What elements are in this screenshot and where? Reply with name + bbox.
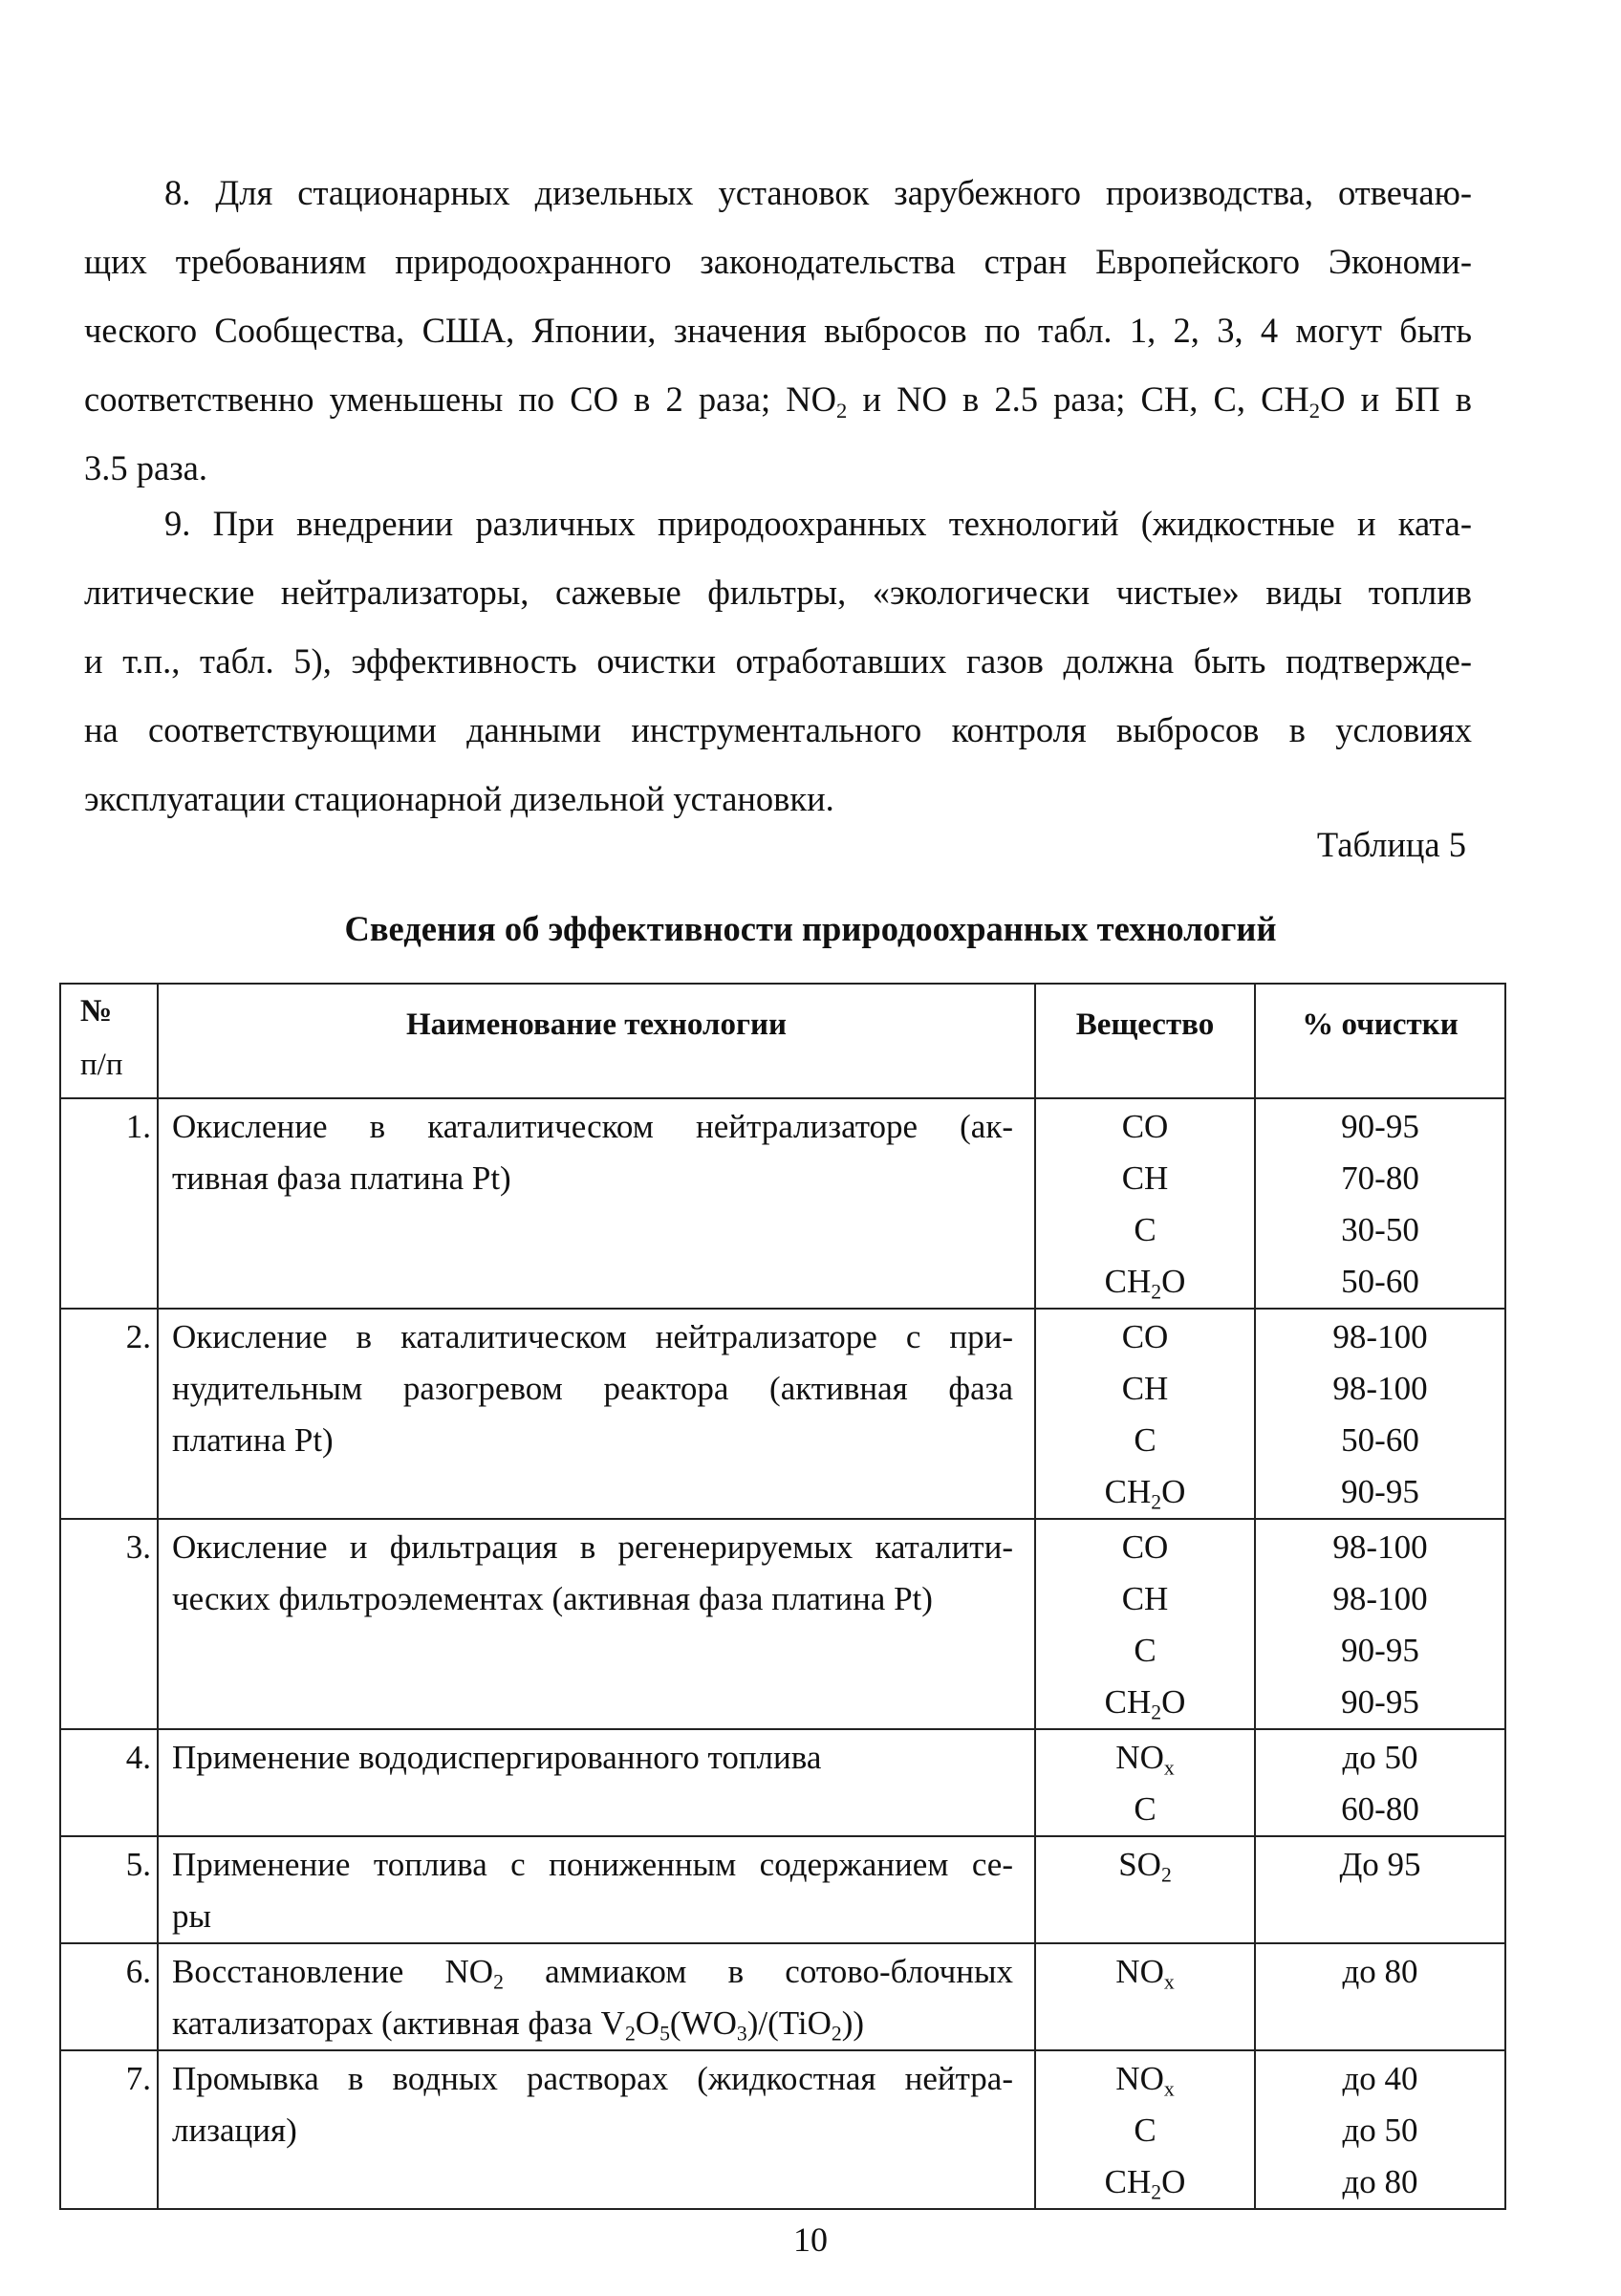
substance: CH bbox=[1121, 1370, 1169, 1407]
technology-name-line: Применение топлива с пониженным содержанием се- bbox=[172, 1846, 1013, 1883]
cleaning-percent: 90-95 bbox=[1341, 1473, 1419, 1510]
substance: $SO_2$ bbox=[1118, 1846, 1172, 1887]
cleaning-percent: 50-60 bbox=[1341, 1421, 1419, 1459]
percent-cell bbox=[1255, 1729, 1505, 1836]
table-label: Таблица 5 bbox=[1316, 825, 1466, 864]
technology-name-line: лизация) bbox=[172, 2112, 297, 2149]
text-line: 3.5 раза. bbox=[84, 448, 207, 487]
row-number: 7. bbox=[60, 2050, 158, 2209]
text-line: щих требованиям природоохранного законодательства стран Европейского Экономи- bbox=[84, 242, 1472, 281]
table-title: Сведения об эффективности природоохранных технологий bbox=[344, 909, 1277, 948]
technology-name-line: Восстановление $NO_2$ аммиаком в сотово-блочных bbox=[172, 1953, 1013, 1994]
substance: C bbox=[1134, 1211, 1156, 1248]
text-line: 9. При внедрении различных природоохранных технологий (жидкостные и ката- bbox=[164, 504, 1472, 543]
paragraph-8 bbox=[84, 159, 1472, 503]
row-number: 2. bbox=[60, 1309, 158, 1519]
technology-name-line: Окисление в каталитическом нейтрализаторе (ак- bbox=[172, 1108, 1013, 1145]
header-percent: % очистки bbox=[1255, 984, 1505, 1098]
technology-name-line: нудительным разогревом реактора (активная фаза bbox=[172, 1370, 1013, 1407]
percent-cell bbox=[1255, 1309, 1505, 1519]
cleaning-percent: 70-80 bbox=[1341, 1159, 1419, 1197]
cleaning-percent: 90-95 bbox=[1341, 1108, 1419, 1145]
technology-name-line: ческих фильтроэлементах (активная фаза платина Pt) bbox=[172, 1580, 933, 1617]
substance: $CH_2O$ bbox=[1104, 1473, 1186, 1514]
technology-name-line: тивная фаза платина Pt) bbox=[172, 1159, 511, 1197]
table-row bbox=[60, 1943, 1505, 2050]
substance: CH bbox=[1121, 1159, 1169, 1197]
text-line: литические нейтрализаторы, сажевые фильтры, «экологически чистые» виды топлив bbox=[84, 573, 1472, 612]
substance: $CH_2O$ bbox=[1104, 2163, 1186, 2204]
percent-cell bbox=[1255, 1519, 1505, 1729]
table-row bbox=[60, 2050, 1505, 2209]
row-number: 6. bbox=[60, 1943, 158, 2050]
technology-name-line: катализаторах (активная фаза $V_2O_5(WO_3)/(TiO_2)$) bbox=[172, 2004, 865, 2046]
technology-name-line: Окисление в каталитическом нейтрализаторе с при- bbox=[172, 1318, 1013, 1355]
technology-name bbox=[158, 1309, 1035, 1519]
technology-name-line: Окисление и фильтрация в регенерируемых каталити- bbox=[172, 1528, 1013, 1566]
substance-cell bbox=[1035, 1309, 1255, 1519]
table-header-row bbox=[60, 984, 1505, 1098]
cleaning-percent: 98-100 bbox=[1332, 1580, 1428, 1617]
substance-cell bbox=[1035, 2050, 1255, 2209]
technology-name-line: Промывка в водных растворах (жидкостная нейтра- bbox=[172, 2060, 1013, 2097]
percent-cell bbox=[1255, 2050, 1505, 2209]
table-row bbox=[60, 1519, 1505, 1729]
cleaning-percent: До 95 bbox=[1339, 1846, 1421, 1883]
table-row bbox=[60, 1098, 1505, 1309]
substance: $CH_2O$ bbox=[1104, 1263, 1186, 1304]
substance: CO bbox=[1121, 1528, 1169, 1566]
substance: C bbox=[1134, 1790, 1156, 1828]
header-name: Наименование технологии bbox=[158, 984, 1035, 1098]
text-line: 8. Для стационарных дизельных установок зарубежного производства, отвечаю- bbox=[164, 173, 1472, 212]
cleaning-percent: до 40 bbox=[1342, 2060, 1418, 2097]
header-substance: Вещество bbox=[1035, 984, 1255, 1098]
text-line: ческого Сообщества, США, Японии, значения выбросов по табл. 1, 2, 3, 4 могут быть bbox=[84, 311, 1472, 350]
text-line: соответственно уменьшены по СО в 2 раза; $NO_2$ и NO в 2.5 раза; CH, C, $CH_2O$ и БП в bbox=[84, 379, 1472, 422]
substance: CO bbox=[1121, 1108, 1169, 1145]
percent-cell bbox=[1255, 1098, 1505, 1309]
substance-cell bbox=[1035, 1098, 1255, 1309]
cleaning-percent: 98-100 bbox=[1332, 1370, 1428, 1407]
technology-name bbox=[158, 2050, 1035, 2209]
substance: CH bbox=[1121, 1580, 1169, 1617]
text-line: на соответствующими данными инструментального контроля выбросов в условиях bbox=[84, 710, 1472, 749]
percent-cell bbox=[1255, 1943, 1505, 2050]
header-number bbox=[60, 984, 158, 1098]
substance-cell bbox=[1035, 1519, 1255, 1729]
cleaning-percent: 50-60 bbox=[1341, 1263, 1419, 1300]
row-number: 3. bbox=[60, 1519, 158, 1729]
page-number: 10 bbox=[793, 2220, 828, 2259]
substance: $CH_2O$ bbox=[1104, 1683, 1186, 1724]
technology-name-line: Применение вододиспергированного топлива bbox=[172, 1739, 822, 1776]
header-number-line1: № bbox=[80, 994, 113, 1029]
row-number: 5. bbox=[60, 1836, 158, 1943]
percent-cell bbox=[1255, 1836, 1505, 1943]
technology-name-line: ры bbox=[172, 1897, 212, 1935]
paragraph-9 bbox=[84, 489, 1472, 834]
efficiency-table bbox=[59, 983, 1506, 2210]
text-line: эксплуатации стационарной дизельной установки. bbox=[84, 779, 834, 818]
substance: $NO_x$ bbox=[1115, 1953, 1175, 1994]
cleaning-percent: до 50 bbox=[1342, 2112, 1418, 2149]
text-line: и т.п., табл. 5), эффективность очистки отработавших газов должна быть подтвержде- bbox=[84, 641, 1472, 681]
row-number: 1. bbox=[60, 1098, 158, 1309]
substance-cell bbox=[1035, 1729, 1255, 1836]
substance: C bbox=[1134, 2112, 1156, 2149]
cleaning-percent: 90-95 bbox=[1341, 1632, 1419, 1669]
technology-name bbox=[158, 1729, 1035, 1836]
substance: $NO_x$ bbox=[1115, 1739, 1175, 1780]
header-number-line2: п/п bbox=[80, 1048, 123, 1082]
technology-name-line: платина Pt) bbox=[172, 1421, 334, 1459]
table-row bbox=[60, 1309, 1505, 1519]
cleaning-percent: 90-95 bbox=[1341, 1683, 1419, 1721]
substance: $NO_x$ bbox=[1115, 2060, 1175, 2101]
cleaning-percent: до 50 bbox=[1342, 1739, 1418, 1776]
cleaning-percent: до 80 bbox=[1342, 1953, 1418, 1990]
substance: CO bbox=[1121, 1318, 1169, 1355]
substance: C bbox=[1134, 1632, 1156, 1669]
technology-name bbox=[158, 1098, 1035, 1309]
technology-name bbox=[158, 1519, 1035, 1729]
cleaning-percent: 60-80 bbox=[1341, 1790, 1419, 1828]
technology-name bbox=[158, 1943, 1035, 2050]
cleaning-percent: 98-100 bbox=[1332, 1528, 1428, 1566]
table-body bbox=[60, 1098, 1505, 2209]
cleaning-percent: 30-50 bbox=[1341, 1211, 1419, 1248]
substance-cell bbox=[1035, 1836, 1255, 1943]
table-row bbox=[60, 1729, 1505, 1836]
substance: C bbox=[1134, 1421, 1156, 1459]
cleaning-percent: до 80 bbox=[1342, 2163, 1418, 2200]
cleaning-percent: 98-100 bbox=[1332, 1318, 1428, 1355]
technology-name bbox=[158, 1836, 1035, 1943]
substance-cell bbox=[1035, 1943, 1255, 2050]
row-number: 4. bbox=[60, 1729, 158, 1836]
table-row bbox=[60, 1836, 1505, 1943]
